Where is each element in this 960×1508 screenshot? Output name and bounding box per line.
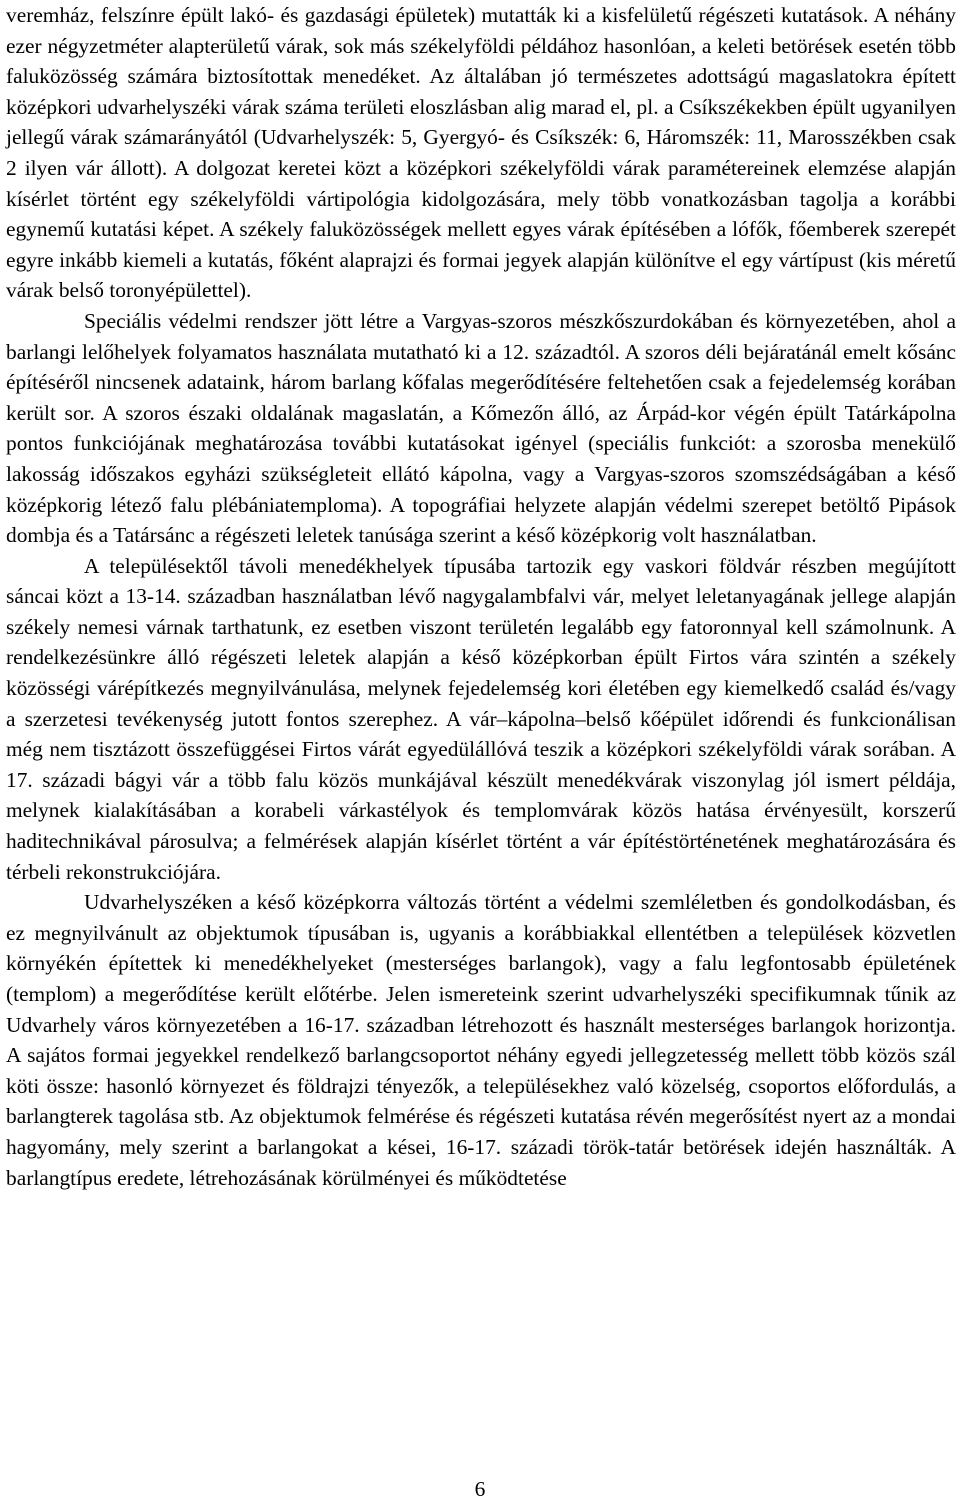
paragraph-4: Udvarhelyszéken a késő középkorra változás történt a védelmi szemléletben és gondolkodásban, és ez megnyilvánult az objektumok típusában is, ugyanis a korábbiakkal ellentétben a települések közvetlen környékén építettek ki menedékhelyeket (mesterséges barlangok), vagy a falu legfontosabb épületének (templom) a megerődítése került előtérbe. Jelen ismereteink szerint udvarhelyszéki specifikumnak tűnik az Udvarhely város környezetében a 16-17. században létrehozott és használt mesterséges barlangok horizontja. A sajátos formai jegyekkel rendelkező barlangcsoportot néhány egyedi jellegzetesség mellett több közös szál köti össze: hasonló környezet és földrajzi tényezők, a településekhez való közelség, csoportos előfordulás, a barlangterek tagolása stb. Az objektumok felmérése és régészeti kutatása révén megerősítést nyert az a mondai hagyomány, mely szerint a barlangokat a kései, 16-17. századi török-tatár betörések idején használták. A barlangtípus eredete, létrehozásának körülményei és működtetése	[6, 890, 956, 1190]
document-page	[6, 0, 956, 1193]
paragraph-3: A településektől távoli menedékhelyek típusába tartozik egy vaskori földvár részben megújított sáncai közt a 13-14. században használatban lévő nagygalambfalvi vár, melyet leletanyagának jellege alapján székely nemesi várnak tarthatunk, ez esetben viszont területén legalább egy fatoronnyal kell számolnunk. A rendelkezésünkre álló régészeti leletek alapján a késő középkorban épült Firtos vára szintén a székely közösségi várépítkezés megnyilvánulása, melynek fejedelemség kori életében egy kiemelkedő család és/vagy a szerzetesi tevékenység jutott fontos szerephez. A vár–kápolna–belső kőépület időrendi és funkcionálisan még nem tisztázott összefüggései Firtos várát egyedülállóvá teszik a középkori székelyföldi várak sorában. A 17. századi bágyi vár a több falu közös munkájával készült menedékvárak viszonylag jól ismert példája, melynek kialakításában a korabeli várkastélyok és templomvárak közös hatása érvényesült, korszerű haditechnikával párosulva; a felmérések alapján kísérlet történt a vár építéstörténetének meghatározására és térbeli rekonstrukciójára.	[6, 553, 956, 884]
page-number: 6	[474, 1477, 486, 1501]
paragraph-2: Speciális védelmi rendszer jött létre a Vargyas-szoros mészkőszurdokában és környezetében, ahol a barlangi lelőhelyek folyamatos használata mutatható ki a 12. századtól. A szoros déli bejáratánál emelt kősánc építéséről nincsenek adataink, három barlang kőfalas megerődítésére feltehetően csak a fejedelemség korában került sor. A szoros északi oldalának magaslatán, a Kőmezőn álló, az Árpád-kor végén épült Tatárkápolna pontos funkciójának meghatározása további kutatásokat igényel (speciális funkciót: a szorosba menekülő lakosság időszakos egyházi szükségleteit ellátó kápolna, vagy a Vargyas-szoros szomszédságában a késő középkorig létező falu plébániatemploma). A topográfiai helyzete alapján védelmi szerepet betöltő Pipások dombja és a Tatársánc a régészeti leletek tanúsága szerint a késő középkorig volt használatban.	[6, 308, 956, 548]
paragraph-1: veremház, felszínre épült lakó- és gazdasági épületek) mutatták ki a kisfelületű régészeti kutatások. A néhány ezer négyzetméter alapterületű várak, sok más székelyföldi példához hasonlóan, a keleti betörések esetén több faluközösség számára biztosítottak menedéket. Az általában jó természetes adottságú magaslatokra épített középkori udvarhelyszéki várak száma területi eloszlásban alig marad el, pl. a Csíkszékekben épült ugyanilyen jellegű várak számarányától (Udvarhelyszék: 5, Gyergyó- és Csíkszék: 6, Háromszék: 11, Marosszékben csak 2 ilyen vár állott). A dolgozat keretei közt a középkori székelyföldi várak paramétereinek elemzése alapján kísérlet történt egy székelyföldi vártipológia kidolgozására, mely több vonatkozásban tagolja a korábbi egynemű kutatási képet. A székely faluközösségek mellett egyes várak építésében a lófők, főemberek szerepét egyre inkább kiemeli a kutatás, főként alaprajzi és formai jegyek alapján különítve el egy vártípust (kis méretű várak belső toronyépülettel).	[6, 3, 956, 303]
